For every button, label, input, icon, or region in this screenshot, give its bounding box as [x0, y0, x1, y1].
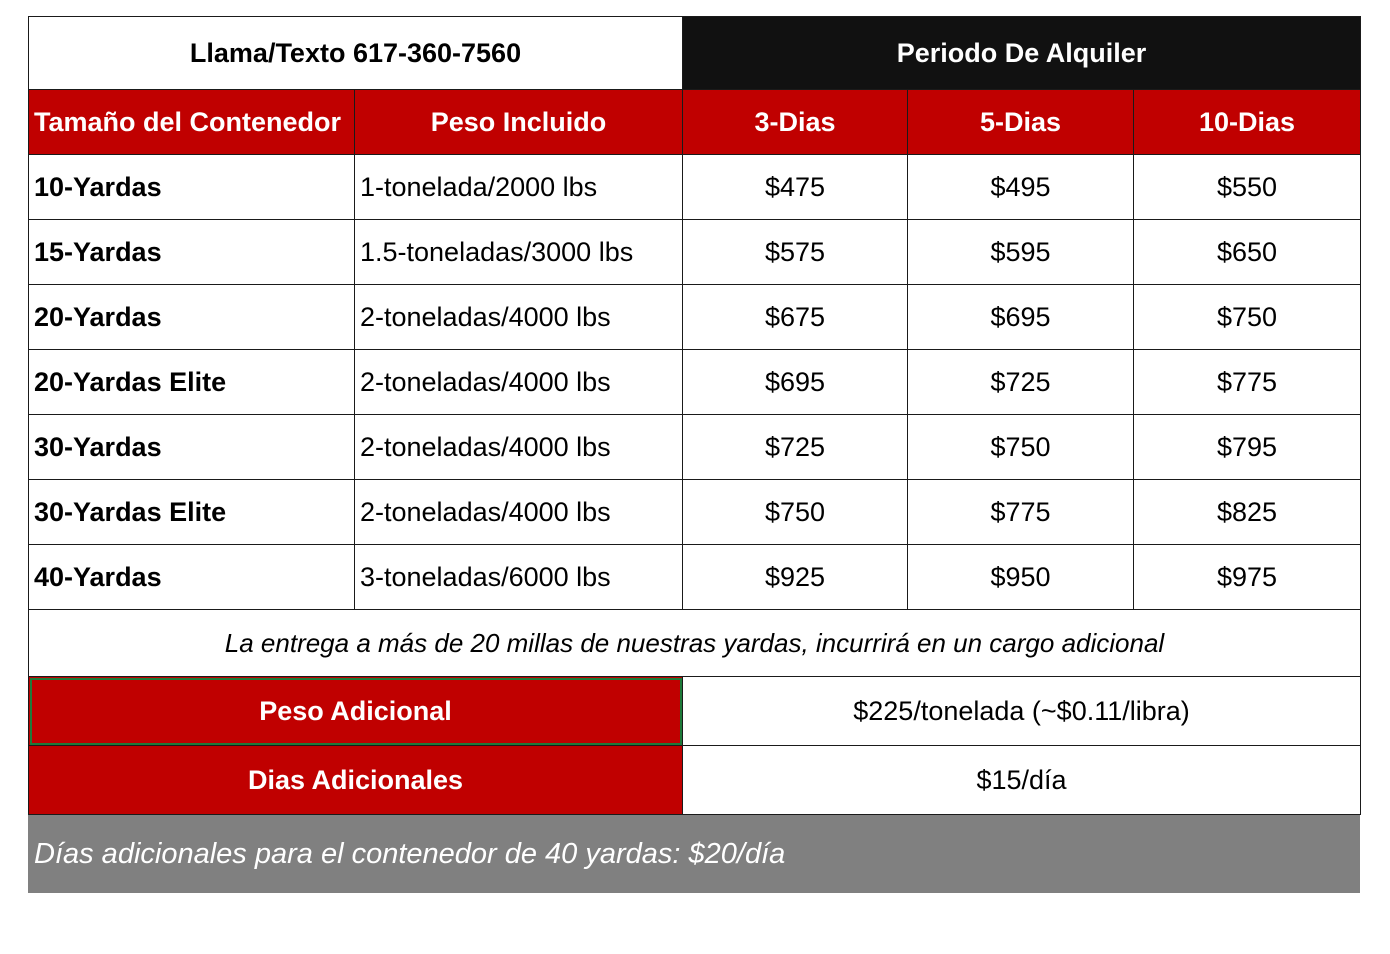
price-5-days-cell[interactable]: $495 — [908, 155, 1134, 220]
included-weight-cell[interactable]: 1.5-toneladas/3000 lbs — [355, 220, 683, 285]
price-3-days-cell[interactable]: $475 — [683, 155, 908, 220]
table-row — [29, 480, 1361, 545]
included-weight-cell[interactable]: 3-toneladas/6000 lbs — [355, 545, 683, 610]
column-header-weight[interactable]: Peso Incluido — [355, 90, 683, 155]
price-3-days-cell[interactable]: $750 — [683, 480, 908, 545]
price-10-days-cell[interactable]: $750 — [1134, 285, 1361, 350]
included-weight-cell[interactable]: 2-toneladas/4000 lbs — [355, 415, 683, 480]
price-5-days-cell[interactable]: $695 — [908, 285, 1134, 350]
price-3-days-cell[interactable]: $725 — [683, 415, 908, 480]
price-5-days-cell[interactable]: $950 — [908, 545, 1134, 610]
price-5-days-cell[interactable]: $775 — [908, 480, 1134, 545]
table-row — [29, 545, 1361, 610]
table-row — [29, 220, 1361, 285]
rental-period-header[interactable]: Periodo De Alquiler — [683, 17, 1361, 90]
price-10-days-cell[interactable]: $775 — [1134, 350, 1361, 415]
extra-days-value[interactable]: $15/día — [683, 746, 1361, 815]
column-header-10-days[interactable]: 10-Dias — [1134, 90, 1361, 155]
extra-fee-row — [29, 677, 1361, 746]
container-size-cell[interactable]: 15-Yardas — [29, 220, 355, 285]
price-5-days-cell[interactable]: $595 — [908, 220, 1134, 285]
price-3-days-cell[interactable]: $675 — [683, 285, 908, 350]
container-size-cell[interactable]: 40-Yardas — [29, 545, 355, 610]
column-header-size[interactable]: Tamaño del Contenedor — [29, 90, 355, 155]
container-size-cell[interactable]: 20-Yardas Elite — [29, 350, 355, 415]
price-3-days-cell[interactable]: $575 — [683, 220, 908, 285]
title-row — [29, 17, 1361, 90]
column-header-row — [29, 90, 1361, 155]
table-row — [29, 155, 1361, 220]
extra-fee-row — [29, 746, 1361, 815]
extra-weight-label[interactable]: Peso Adicional — [29, 677, 683, 746]
price-10-days-cell[interactable]: $550 — [1134, 155, 1361, 220]
delivery-note-row — [29, 610, 1361, 677]
footer-note[interactable]: Días adicionales para el contenedor de 40 yardas: $20/día — [28, 815, 1360, 893]
price-10-days-cell[interactable]: $975 — [1134, 545, 1361, 610]
price-10-days-cell[interactable]: $650 — [1134, 220, 1361, 285]
phone-contact[interactable]: Llama/Texto 617-360-7560 — [29, 17, 683, 90]
included-weight-cell[interactable]: 2-toneladas/4000 lbs — [355, 285, 683, 350]
price-3-days-cell[interactable]: $695 — [683, 350, 908, 415]
included-weight-cell[interactable]: 2-toneladas/4000 lbs — [355, 350, 683, 415]
price-5-days-cell[interactable]: $750 — [908, 415, 1134, 480]
price-10-days-cell[interactable]: $795 — [1134, 415, 1361, 480]
container-size-cell[interactable]: 30-Yardas Elite — [29, 480, 355, 545]
extra-days-label[interactable]: Dias Adicionales — [29, 746, 683, 815]
table-row — [29, 285, 1361, 350]
table-row — [29, 350, 1361, 415]
container-size-cell[interactable]: 10-Yardas — [29, 155, 355, 220]
price-3-days-cell[interactable]: $925 — [683, 545, 908, 610]
pricing-table — [28, 16, 1361, 815]
included-weight-cell[interactable]: 2-toneladas/4000 lbs — [355, 480, 683, 545]
column-header-3-days[interactable]: 3-Dias — [683, 90, 908, 155]
included-weight-cell[interactable]: 1-tonelada/2000 lbs — [355, 155, 683, 220]
table-row — [29, 415, 1361, 480]
price-5-days-cell[interactable]: $725 — [908, 350, 1134, 415]
delivery-note[interactable]: La entrega a más de 20 millas de nuestras yardas, incurrirá en un cargo adicional — [29, 610, 1361, 677]
container-size-cell[interactable]: 30-Yardas — [29, 415, 355, 480]
container-size-cell[interactable]: 20-Yardas — [29, 285, 355, 350]
extra-weight-value[interactable]: $225/tonelada (~$0.11/libra) — [683, 677, 1361, 746]
pricing-sheet — [28, 16, 1360, 893]
price-10-days-cell[interactable]: $825 — [1134, 480, 1361, 545]
column-header-5-days[interactable]: 5-Dias — [908, 90, 1134, 155]
